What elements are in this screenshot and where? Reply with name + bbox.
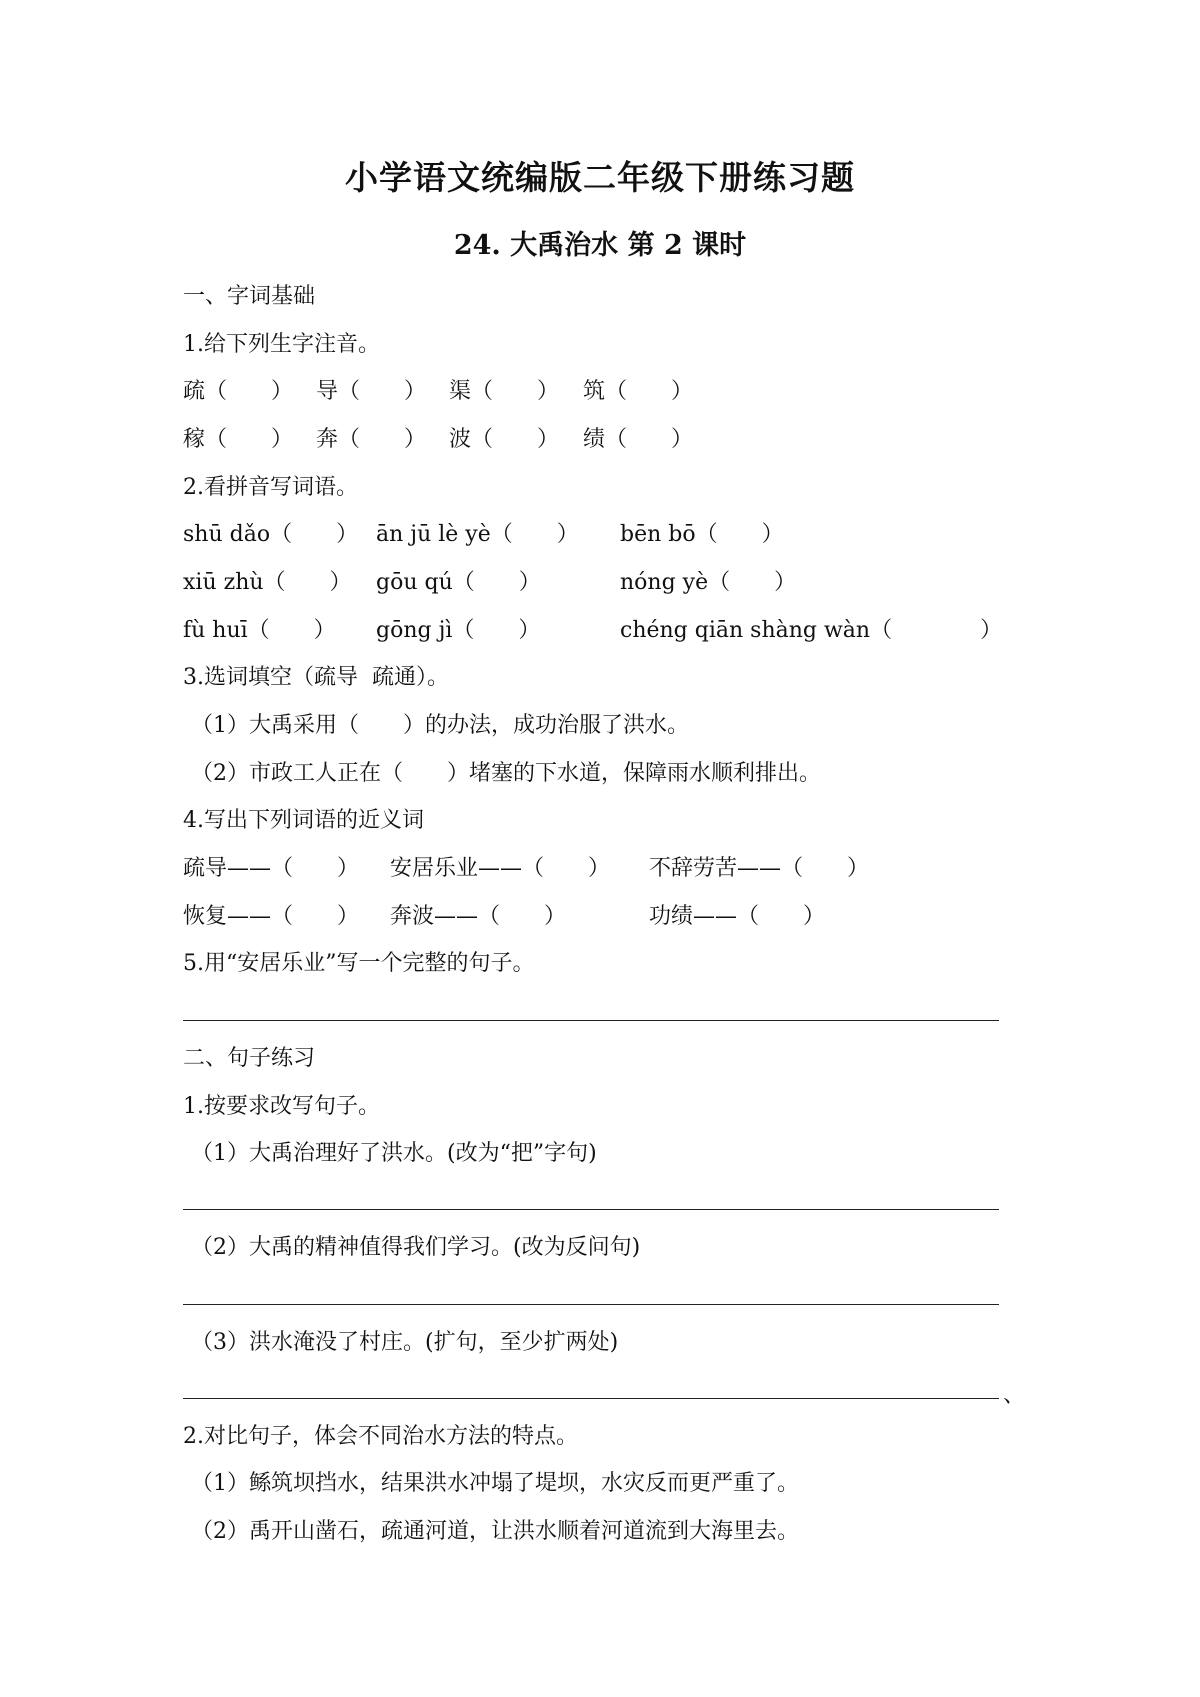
rewrite-item: （3）洪水淹没了村庄。(扩句，至少扩两处)	[191, 1330, 619, 1355]
fill-blank-item: （1）大禹采用（ ）的办法，成功治服了洪水。	[191, 713, 689, 738]
char-item: 稼（ ）	[183, 427, 294, 452]
answer-line[interactable]	[183, 1209, 999, 1210]
answer-line[interactable]	[183, 1398, 999, 1399]
rewrite-item: （2）大禹的精神值得我们学习。(改为反问句)	[191, 1235, 641, 1260]
pinyin-item: bēn bō（ ）	[620, 522, 784, 547]
question-prompt: 1.给下列生字注音。	[183, 332, 380, 357]
lesson-subtitle: 24. 大禹治水 第 2 课时	[453, 230, 747, 261]
answer-line[interactable]	[183, 1304, 999, 1305]
synonym-item: 奔波——（ ）	[390, 904, 567, 929]
compare-item: （2）禹开山凿石，疏通河道，让洪水顺着河道流到大海里去。	[191, 1519, 799, 1544]
pinyin-item: xiū zhù（ ）	[183, 570, 352, 595]
trailing-mark: 、	[1003, 1383, 1026, 1408]
pinyin-item: gōng jì（ ）	[376, 618, 541, 643]
char-item: 奔（ ）	[316, 427, 427, 452]
page-title: 小学语文统编版二年级下册练习题	[345, 158, 855, 197]
pinyin-item: nóng yè（ ）	[620, 570, 797, 595]
synonym-item: 不辞劳苦——（ ）	[649, 856, 870, 881]
question-prompt: 3.选词填空（疏导 疏通）。	[183, 665, 449, 690]
synonym-item: 功绩——（ ）	[649, 904, 826, 929]
section-heading: 二、句子练习	[183, 1046, 316, 1071]
rewrite-item: （1）大禹治理好了洪水。(改为“把”字句)	[191, 1141, 597, 1166]
answer-line[interactable]	[183, 1020, 999, 1021]
pinyin-item: gōu qú（ ）	[376, 570, 541, 595]
char-item: 绩（ ）	[583, 427, 694, 452]
pinyin-item: chéng qiān shàng wàn（ ）	[620, 618, 1003, 643]
char-item: 筑（ ）	[583, 379, 694, 404]
pinyin-item: ān jū lè yè（ ）	[376, 522, 579, 547]
synonym-item: 安居乐业——（ ）	[390, 856, 611, 881]
synonym-item: 疏导——（ ）	[183, 856, 360, 881]
question-prompt: 5.用“安居乐业”写一个完整的句子。	[183, 951, 535, 976]
char-item: 波（ ）	[449, 427, 560, 452]
question-prompt: 4.写出下列词语的近义词	[183, 808, 424, 833]
char-item: 疏（ ）	[183, 379, 294, 404]
pinyin-item: shū dǎo（ ）	[183, 522, 359, 547]
question-prompt: 2.对比句子，体会不同治水方法的特点。	[183, 1424, 578, 1449]
char-item: 渠（ ）	[449, 379, 560, 404]
compare-item: （1）鲧筑坝挡水，结果洪水冲塌了堤坝，水灾反而更严重了。	[191, 1471, 799, 1496]
pinyin-item: fù huī（ ）	[183, 618, 336, 643]
char-item: 导（ ）	[316, 379, 427, 404]
synonym-item: 恢复——（ ）	[183, 904, 360, 929]
fill-blank-item: （2）市政工人正在（ ）堵塞的下水道，保障雨水顺利排出。	[191, 761, 821, 786]
section-heading: 一、字词基础	[183, 284, 316, 309]
question-prompt: 2.看拼音写词语。	[183, 475, 358, 500]
question-prompt: 1.按要求改写句子。	[183, 1094, 380, 1119]
